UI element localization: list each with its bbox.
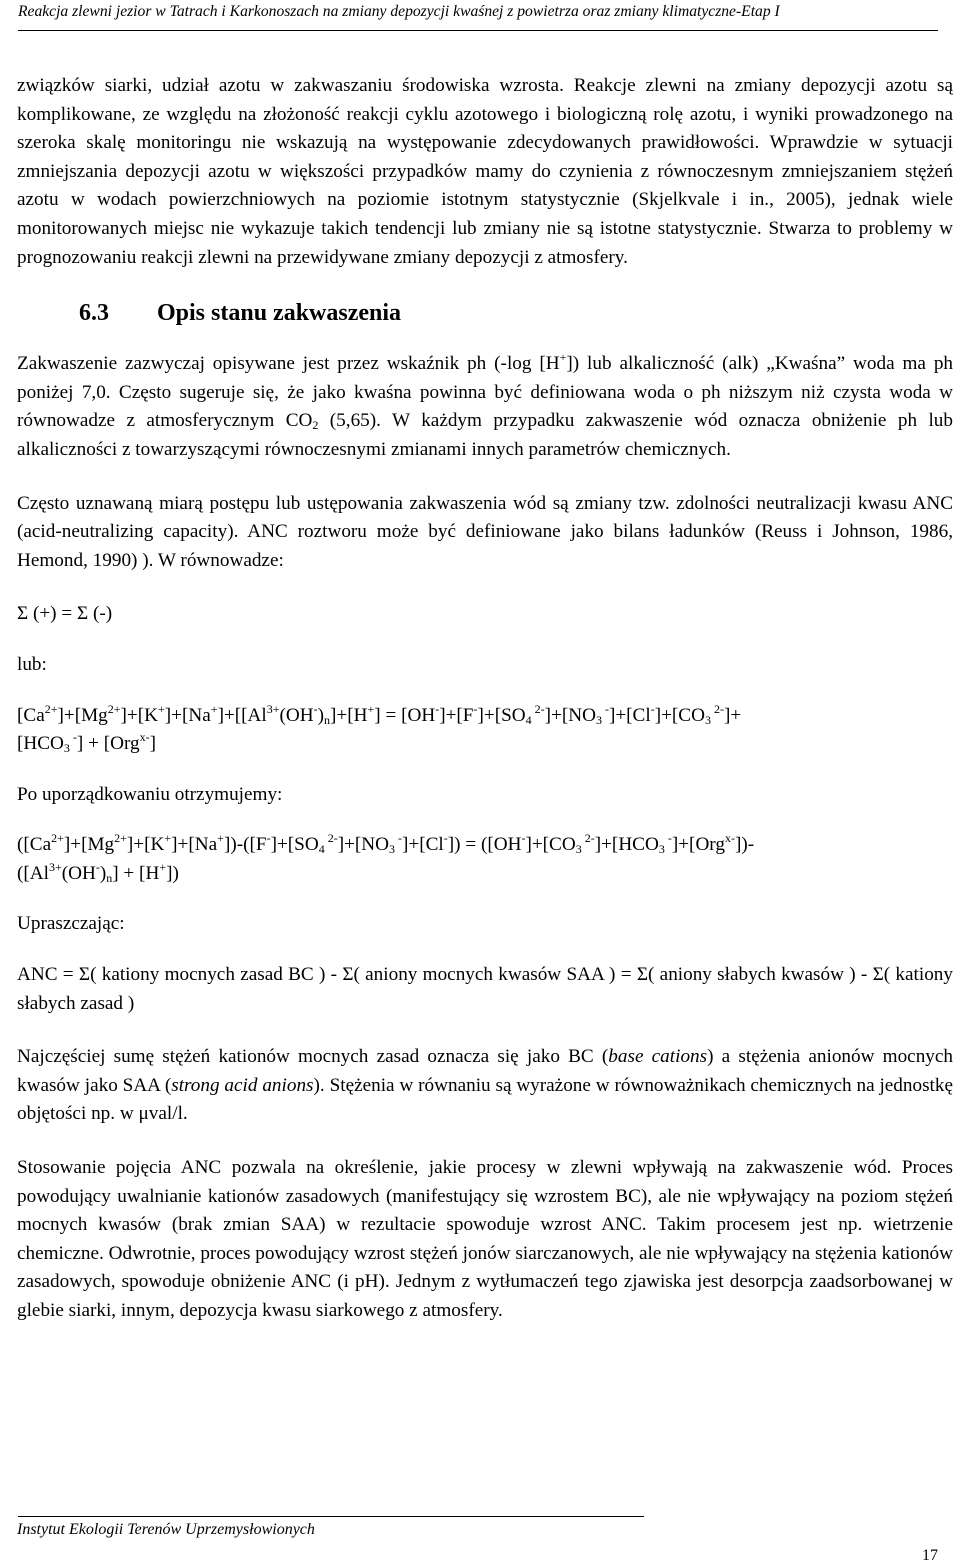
label-upraszczajac: Upraszczając:	[17, 913, 125, 935]
paragraph-nitrogen: związków siarki, udział azotu w zakwaszaniu środowiska wzrosta. Reakcje zlewni na zmiany depozycji azotu są komplikowane, ze względu na złożoność reakcji cyklu azotowego i biologiczną rolę azotu, i wyniki prowadzonego na szeroka skalę monitoringu nie wskazują na występowanie zdecydowanych prawidłowości. Wprawdzie w sytuacji zmniejszania depozycji azotu w większości przypadków mamy do czynienia z równoczesnym zmniejszaniem stężeń azotu w wodach powierzchniowych na poziomie istotnym statystycznie (Skjelkvale i in., 2005), jednak wiele monitorowanych miejsc nie wykazuje takich tendencji lub zmiany nie są istotne statystycznie. Stwarza to problemy w prognozowaniu reakcji zlewni na przewidywane zmiany depozycji z atmosfery.	[17, 75, 953, 268]
paragraph-acidification-part-c: (5,65). W każdym przypadku zakwaszenie wód oznacza obniżenie ph lub alkaliczności z towarzyszącymi równoczesnymi zmianami innych parametrów chemicznych.	[17, 410, 953, 460]
paragraph-bc-saa-part-a: Najczęściej sumę stężeń kationów mocnych zasad oznacza się jako BC (	[17, 1046, 609, 1068]
paragraph-acidification-part-b: ]) lub alkaliczność (alk) „Kwaśna” woda ma ph poniżej 7,0. Często sugeruje się, że jako kwaśna powinna być definiowana woda o ph niższym niż czysta woda w równowadze z atmosferycznym CO	[17, 353, 954, 432]
equation-anc-definition: ANC = Σ( kationy mocnych zasad BC ) - Σ( aniony mocnych kwasów SAA ) = Σ( aniony słabych kwasów ) - Σ( kationy słabych zasad )	[17, 964, 953, 1014]
footer-rule	[18, 1516, 644, 1517]
section-heading	[79, 298, 953, 328]
label-lub: lub:	[17, 653, 47, 675]
paragraph-bc-saa-part-b: ) a stężenia anionów mocnych kwasów jako SAA (	[17, 1046, 953, 1096]
paragraph-bc-saa-part-c: ). Stężenia w równaniu są wyrażone w równoważnikach chemicznych na jednostkę objętości np. w μval/l.	[17, 1074, 954, 1125]
page-number: 17	[922, 1547, 938, 1564]
header-rule	[18, 30, 938, 31]
label-po-uporzadkowaniu: Po uporządkowaniu otrzymujemy:	[17, 783, 283, 805]
running-header: Reakcja zlewni jezior w Tatrach i Karkonoszach na zmiany depozycji kwaśnej z powietrza oraz zmiany klimatyczne-Etap I	[18, 3, 780, 20]
equation-ion-balance: $[Ca^{2+}]+[Mg^{2+}]+[K^+]+[Na^+]+[[Al^{3+}(OH^-)_n]+[H^+] = [OH^-]+[F^-]+[SO_4$ $^{2-}]+[NO_3$ $^-]+[Cl^-]+[CO_3$ $^{2-}$]+ [$HCO_3$ -] + [Org$^{x-}$]	[17, 701, 742, 756]
paragraph-acidification: Zakwaszenie zazwyczaj opisywane jest przez wskaźnik ph (-log [H+]) lub alkaliczność (alk) „Kwaśna” woda ma ph poniżej 7,0. Często sugeruje się, że jako kwaśna powinna być definiowana woda o ph niższym niż czysta woda w równowadze z atmosferycznym $CO_2$ (5,65). W każdym przypadku zakwaszenie wód oznacza obniżenie ph lub alkaliczności z towarzyszącymi równoczesnymi zmianami innych parametrów chemicznych.	[17, 350, 954, 460]
section-title: Opis stanu zakwaszenia	[157, 300, 402, 327]
paragraph-bc-saa	[17, 1043, 953, 1129]
footer-institute: Instytut Ekologii Terenów Uprzemysłowionych	[17, 1521, 315, 1538]
equation-rearranged: $([Ca^{2+}]+[Mg^{2+}]+[K^+]+[Na^+])-([F^-]+[SO_4$ $^{2-}]+[NO_3$ $^-]+[Cl^-]) = ([OH^-]+[CO_3$ $^{2-}]+[HCO_3$ -]+[Org$^{x-}$])- $([Al^{3+}(OH^-)_n] + [H^+])$	[17, 831, 755, 885]
equation-charge-balance: Σ (+) = Σ (-)	[17, 603, 113, 625]
paragraph-anc-processes: Stosowanie pojęcia ANC pozwala na określenie, jakie procesy w zlewni wpływają na zakwaszenie wód. Proces powodujący uwalnianie kationów zasadowych (manifestujący się wzrostem BC), ale nie wpływający na poziom stężeń mocnych kwasów (brak zmian SAA) w rezultacie spowoduje wzrost ANC. Takim procesem jest np. wietrzenie chemiczne. Odwrotnie, proces powodujący wzrost stężeń jonów siarczanowych, ale nie wpływający na stężenia kationów zasadowych, spowoduje obniżenie ANC (i pH). Jednym z wytłumaczeń tego zjawiska jest desorpcja zaadsorbowanej w glebie siarki, innym, depozycja kwasu siarkowego z atmosfery.	[17, 1157, 953, 1321]
term-strong-acid-anions: strong acid anions	[171, 1074, 314, 1096]
paragraph-anc: Często uznawaną miarą postępu lub ustępowania zakwaszenia wód są zmiany tzw. zdolności neutralizacji kwasu ANC (acid-neutralizing capacity). ANC roztworu może być definiowane jako bilans ładunków (Reuss i Johnson, 1986, Hemond, 1990) ). W równowadze:	[17, 492, 953, 571]
paragraph-acidification-part-a: Zakwaszenie zazwyczaj opisywane jest przez wskaźnik ph (-log [H	[17, 353, 560, 375]
page-content	[17, 72, 953, 1326]
term-base-cations: base cations	[608, 1046, 708, 1068]
section-number: 6.3	[79, 300, 109, 327]
